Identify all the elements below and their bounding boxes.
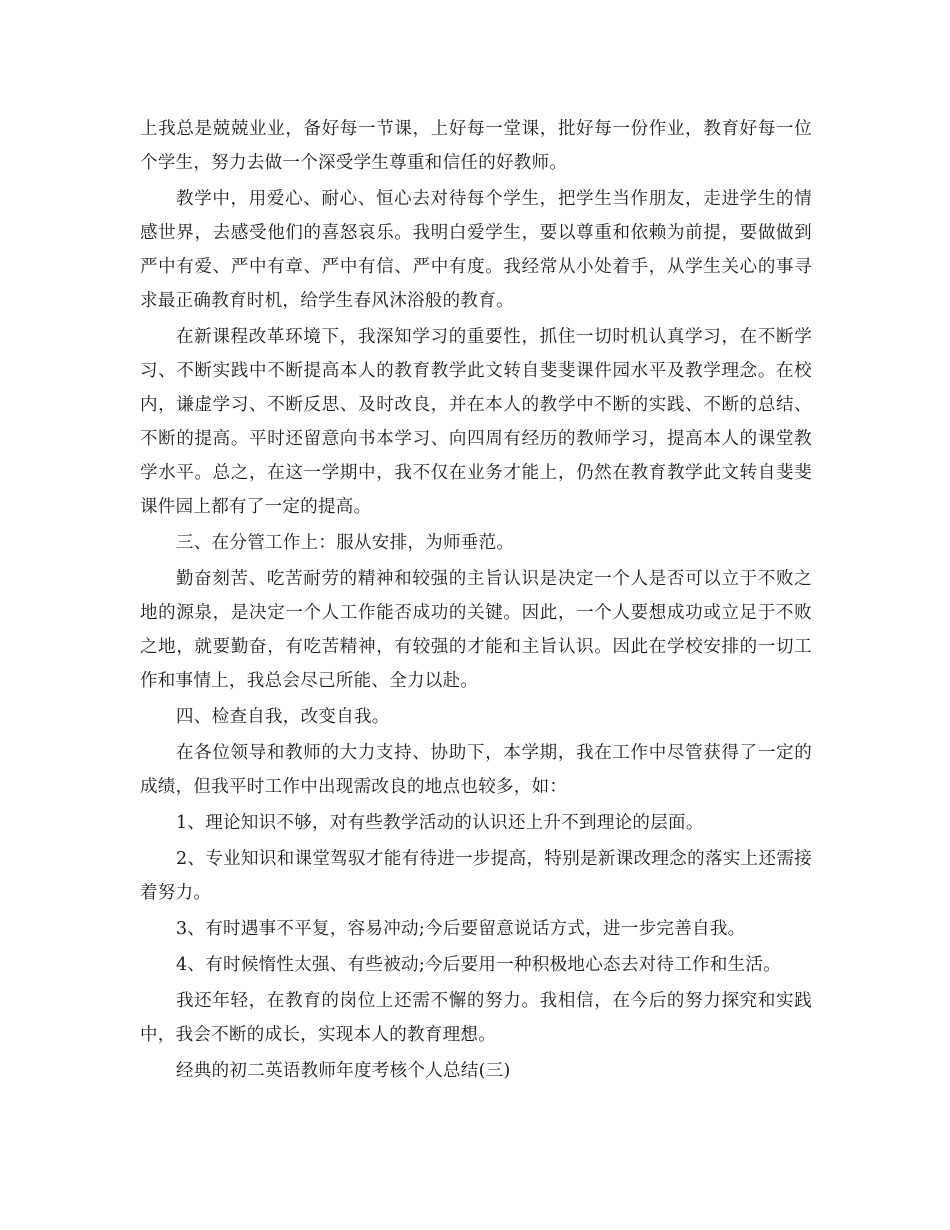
- list-item: 3、有时遇事不平复，容易冲动;今后要留意说话方式，进一步完善自我。: [176, 919, 746, 939]
- document-title: 经典的初二英语教师年度考核个人总结(三): [176, 1061, 511, 1081]
- document-body: [140, 112, 812, 1090]
- section-heading: 三、在分管工作上：服从安排，为师垂范。: [176, 533, 515, 553]
- paragraph: 教学中，用爱心、耐心、恒心去对待每个学生，把学生当作朋友，走进学生的情感世界，去感受他们的喜怒哀乐。我明白爱学生，要以尊重和依赖为前提，要做做到严中有爱、严中有章、严中有信、严中有度。我经常从小处着手，从学生关心的事寻求最正确教育时机，给学生春风沐浴般的教育。: [140, 189, 812, 311]
- paragraph: 勤奋刻苦、吃苦耐劳的精神和较强的主旨认识是决定一个人是否可以立于不败之地的源泉，是决定一个人工作能否成功的关键。因此，一个人要想成功或立足于不败之地，就要勤奋，有吃苦精神，有较强的才能和主旨认识。因此在学校安排的一切工作和事情上，我总会尽己所能、全力以赴。: [140, 569, 812, 691]
- paragraph: 在新课程改革环境下，我深知学习的重要性，抓住一切时机认真学习，在不断学习、不断实践中不断提高本人的教育教学此文转自斐斐课件园水平及教学理念。在校内，谦虚学习、不断反思、及时改良，并在本人的教学中不断的实践、不断的总结、不断的提高。平时还留意向书本学习、向四周有经历的教师学习，提高本人的课堂教学水平。总之，在这一学期中，我不仅在业务才能上，仍然在教育教学此文转自斐斐课件园上都有了一定的提高。: [140, 327, 812, 517]
- paragraph: 我还年轻，在教育的岗位上还需不懈的努力。我相信，在今后的努力探究和实践中，我会不断的成长，实现本人的教育理想。: [140, 991, 812, 1045]
- section-heading: 四、检查自我，改变自我。: [176, 707, 390, 727]
- list-item: 1、理论知识不够，对有些教学活动的认识还上升不到理论的层面。: [176, 813, 704, 833]
- paragraph: 上我总是兢兢业业，备好每一节课，上好每一堂课，批好每一份作业，教育好每一位个学生，努力去做一个深受学生尊重和信任的好教师。: [140, 119, 812, 173]
- list-item: 4、有时候惰性太强、有些被动;今后要用一种积极地心态去对待工作和生活。: [176, 955, 782, 975]
- paragraph: 在各位领导和教师的大力支持、协助下，本学期，我在工作中尽管获得了一定的成绩，但我平时工作中出现需改良的地点也较多，如：: [140, 743, 812, 797]
- list-item: 2、专业知识和课堂驾驭才能有待进一步提高，特别是新课改理念的落实上还需接着努力。: [140, 849, 812, 903]
